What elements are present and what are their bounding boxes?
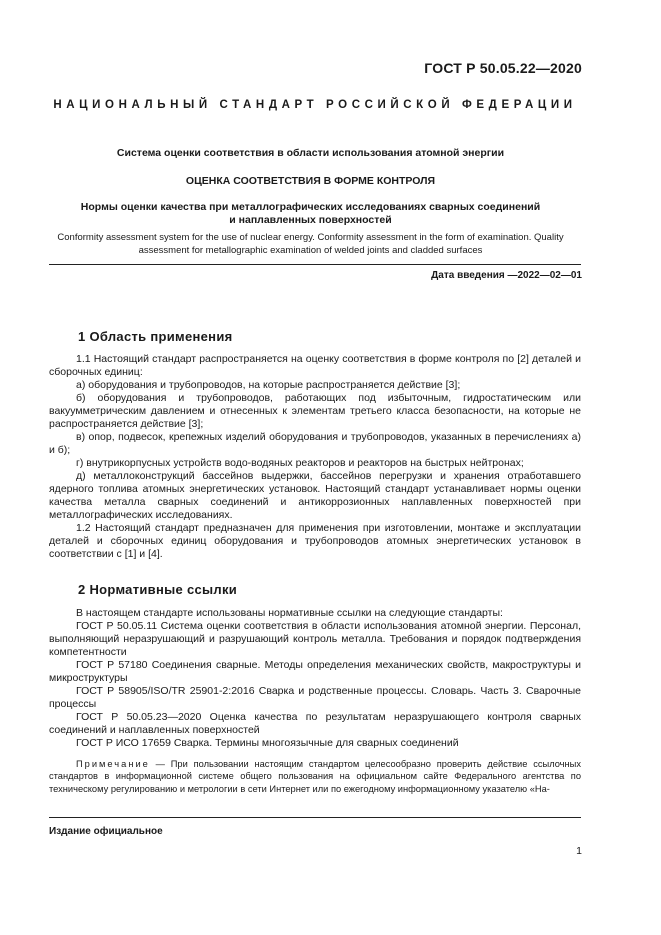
english-title <box>40 232 581 257</box>
section-2-heading: 2 Нормативные ссылки <box>78 582 238 597</box>
standard-code: ГОСТ Р 50.05.22—2020 <box>424 60 582 76</box>
reference-item: ГОСТ Р 58905/ISO/TR 25901-2:2016 Сварка и родственные процессы. Словарь. Часть 3. Сварочные процессы <box>49 685 581 710</box>
header-divider <box>49 264 581 265</box>
paragraph: а) оборудования и трубопроводов, на которые распространяется действие [3]; <box>76 379 461 391</box>
paragraph: 1.1 Настоящий стандарт распространяется на оценку соответствия в форме контроля по [2] деталей и сборочных единиц: <box>49 353 581 378</box>
reference-item: ГОСТ Р 50.05.11 Система оценки соответствия в области использования атомной энергии. Персонал, выполняющий неразрушающий и разрушающий контроль металла. Требования и порядок подтверждения компетентности <box>49 620 581 658</box>
reference-item: ГОСТ Р 57180 Соединения сварные. Методы определения механических свойств, макроструктуры и микроструктуры <box>49 659 581 684</box>
reference-item: ГОСТ Р 50.05.23—2020 Оценка качества по результатам неразрушающего контроля сварных соединений и наплавленных поверхностей <box>49 711 581 736</box>
subject-line: Нормы оценки качества при металлографических исследованиях сварных соединений <box>80 201 541 213</box>
document-title: ОЦЕНКА СООТВЕТСТВИЯ В ФОРМЕ КОНТРОЛЯ <box>185 175 436 187</box>
paragraph: г) внутрикорпусных устройств водо-водяных реакторов и реакторов на быстрых нейтронах; <box>76 457 524 469</box>
note-paragraph <box>49 758 581 795</box>
paragraph: в) опор, подвесок, крепежных изделий оборудования и трубопроводов, указанных в перечислениях а) и б); <box>49 431 581 456</box>
paragraph: 1.2 Настоящий стандарт предназначен для применения при изготовлении, монтаже и эксплуатации деталей и сборочных единиц оборудования и трубопроводов атомных энергетических установок в соответствии с [1] и [4]. <box>49 522 581 560</box>
document-subject <box>40 201 581 226</box>
official-edition-label: Издание официальное <box>49 826 163 837</box>
paragraph: д) металлоконструкций бассейнов выдержки, бассейнов перегрузки и хранения отработавшего ядерного топлива атомных энергетических установок. Настоящий стандарт устанавливает нормы оценки качества металла сварных соединений и антикоррозионных наплавленных поверхностей при металлографических исследованиях. <box>49 470 581 521</box>
section-1-body <box>49 353 581 561</box>
system-title: Система оценки соответствия в области использования атомной энергии <box>116 147 505 159</box>
section-1-heading: 1 Область применения <box>78 329 233 344</box>
section-2-body <box>49 607 581 750</box>
page-number: 1 <box>576 845 582 857</box>
note-label: Примечание <box>76 759 150 769</box>
note-text: — При пользовании настоящим стандартом целесообразно проверить действие ссылочных стандартов в информационной системе общего пользования на официальном сайте Федерального агентства по техническому регулированию и метрологии в сети Интернет или по ежегодному информационному указателю «На- <box>49 759 581 794</box>
national-standard-heading: НАЦИОНАЛЬНЫЙ СТАНДАРТ РОССИЙСКОЙ ФЕДЕРАЦИИ <box>53 99 577 111</box>
paragraph: б) оборудования и трубопроводов, работающих под избыточным, гидростатическим или вакуумметрическим давлением и отнесенных к элементам третьего класса безопасности, на которые не распространяется действие [3]; <box>49 392 581 430</box>
subject-line: и наплавленных поверхностей <box>229 213 392 226</box>
paragraph: В настоящем стандарте использованы нормативные ссылки на следующие стандарты: <box>76 607 503 619</box>
reference-item: ГОСТ Р ИСО 17659 Сварка. Термины многоязычные для сварных соединений <box>76 737 459 749</box>
english-title-line: Conformity assessment system for the use of nuclear energy. Conformity assessment in the form of examination. Quality <box>57 232 564 243</box>
english-title-line: assessment for metallographic examination of welded joints and cladded surfaces <box>138 244 483 256</box>
introduction-date: Дата введения —2022—02—01 <box>431 270 582 281</box>
footer-divider <box>49 817 581 818</box>
